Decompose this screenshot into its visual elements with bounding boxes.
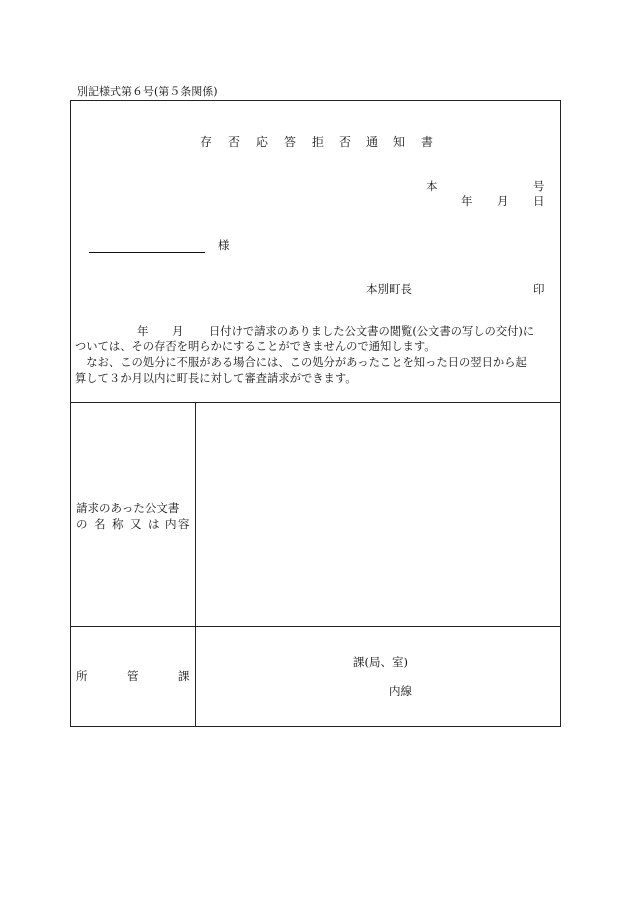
title-char: 存 [200, 135, 213, 149]
document-number-prefix: 本 [426, 179, 438, 193]
label-char: 容 [178, 517, 190, 531]
title-char: 知 [393, 135, 406, 149]
title-char: 応 [256, 135, 269, 149]
label-char: 称 [112, 517, 124, 531]
body-line-4: 算して３か月以内に町長に対して審査請求ができます。 [75, 372, 357, 385]
label-char: 内 [165, 517, 177, 531]
addressee-blank-line [89, 252, 205, 253]
title-char: 通 [366, 135, 379, 149]
title-char: 答 [284, 135, 297, 149]
title-char: 拒 [312, 135, 325, 149]
date-month: 月 [497, 194, 509, 208]
seal-mark: 印 [533, 282, 545, 296]
divider-lower [70, 626, 561, 627]
label-char: 又 [130, 517, 142, 531]
label-char: は [148, 517, 160, 531]
label-char: 所 [76, 669, 88, 683]
date-day: 日 [533, 194, 545, 208]
body-line-3: なお、この処分に不服がある場合には、この処分があったことを知った日の翌日から起 [75, 356, 527, 369]
label-char: 課 [178, 669, 190, 683]
title-char: 否 [339, 135, 352, 149]
form-label: 別記様式第６号(第５条関係) [77, 85, 218, 98]
addressee-suffix: 様 [218, 238, 230, 252]
body-year: 年 [137, 324, 149, 338]
label-char: 名 [94, 517, 106, 531]
document-number-suffix: 号 [533, 179, 545, 193]
label-char: の [76, 517, 88, 531]
division-field: 課(局、室) [353, 655, 408, 669]
title-char: 否 [228, 135, 241, 149]
label-char: 管 [127, 669, 139, 683]
date-year: 年 [461, 194, 473, 208]
title-char: 書 [421, 135, 434, 149]
issuer-name: 本別町長 [366, 282, 412, 296]
body-line-2: ついては、その存否を明らかにすることができませんので通知します。 [75, 340, 436, 353]
body-month: 月 [172, 324, 184, 338]
requested-document-value-cell[interactable] [196, 403, 560, 625]
extension-field: 内線 [389, 684, 412, 698]
requested-document-label-line1: 請求のあった公文書 [76, 501, 180, 515]
body-line-1: 日付けで請求のありました公文書の閲覧(公文書の写しの交付)に [209, 325, 535, 338]
